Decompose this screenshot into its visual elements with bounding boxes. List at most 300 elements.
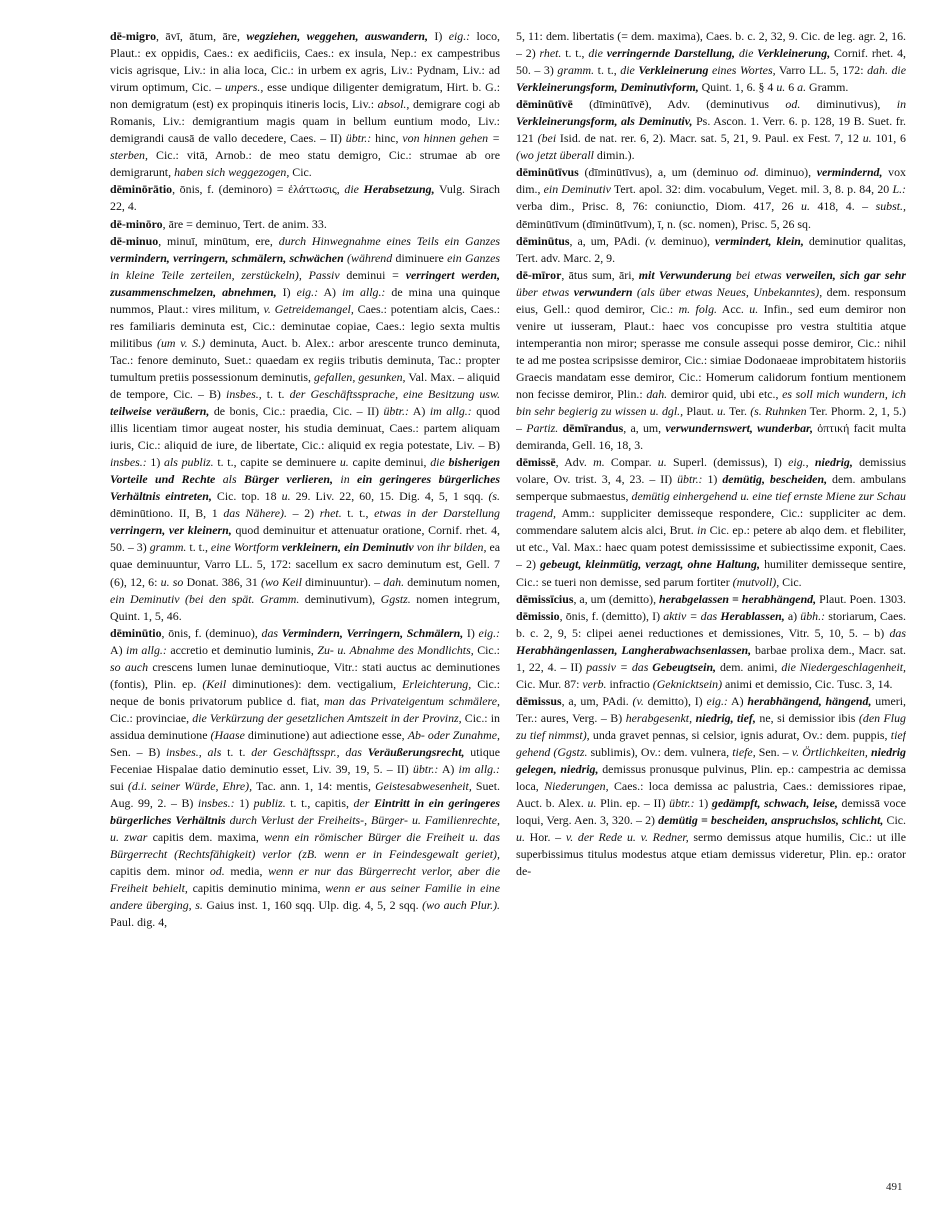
entry-text: t. t., capitis,	[285, 796, 354, 811]
entry-text: gebeugt, kleinmütig, verzagt, ohne Haltung,	[540, 557, 760, 572]
entry-text: de bonis, Cic.: praedia, Cic. – II)	[209, 404, 384, 419]
entry-text: capitis deminutio minima,	[187, 881, 326, 896]
entry-text: diminutiones): dem. vectigalium,	[226, 676, 403, 691]
entry-text: Superl. (demissus), I)	[666, 455, 789, 470]
dictionary-entry	[110, 181, 500, 215]
entry-text: verringern, ver kleinern,	[110, 523, 232, 538]
entry-text: diminutivus),	[800, 97, 897, 112]
entry-text: u.	[862, 131, 872, 146]
entry-headword: dēminūtīvē	[516, 97, 573, 112]
entry-text: es soll mich wundern, ich bin sehr begierig zu wissen u. dgl.,	[516, 386, 906, 419]
entry-text: Cic.:	[473, 642, 500, 657]
entry-text: ὀπτική facit multa demiranda, Gell. 16, 18, 3.	[516, 421, 906, 453]
entry-text: , ōnis, f. (deminuo),	[161, 625, 262, 640]
entry-text: dēminūtīvum (dīminūtīvum), ī, n. (sc. nomen), Prisc. 5, 26 sq.	[516, 216, 811, 231]
entry-text: Val. Max. – aliquid de tempore, Cic. – B)	[110, 369, 500, 401]
entry-text: Suet. Aug. 99, 2. – B)	[110, 779, 500, 811]
entry-text: in	[896, 97, 906, 112]
entry-text: im allg.:	[342, 284, 386, 299]
dictionary-entry	[516, 454, 906, 590]
entry-text: gramm.	[557, 63, 595, 78]
dictionary-entry	[516, 96, 906, 164]
entry-text: – 2)	[287, 506, 320, 521]
entry-text: die	[430, 455, 449, 470]
entry-text: sermo demissus atque humilis, Cic.: ut ille superbissimus titulus modestus atque etiam demissus videretur, Plin. ep.: orator de-	[516, 830, 906, 879]
entry-text: , a, um, PAdi.	[561, 693, 633, 708]
entry-text: etwas in der Darstellung	[374, 506, 500, 521]
dictionary-entry	[516, 267, 906, 455]
entry-text: deminutior qualitas, Tert. adv. Marc. 2, 9.	[516, 233, 906, 265]
entry-text: demissius volare, Ov. trist. 3, 4, 23. – II)	[516, 455, 906, 487]
entry-text: demütig, bescheiden,	[722, 472, 828, 487]
entry-text: u.	[516, 830, 525, 845]
entry-text: I)	[427, 29, 449, 43]
entry-text: , a, um (demitto),	[573, 591, 660, 606]
entry-text: u.	[657, 455, 667, 470]
entry-text: u.	[776, 80, 786, 95]
entry-text: niedrig,	[814, 455, 853, 470]
entry-text: u.	[717, 404, 726, 419]
entry-text: vox dim.,	[516, 165, 906, 197]
entry-text: eig.,	[788, 455, 809, 470]
entry-headword: dē-migro	[110, 29, 157, 43]
dictionary-entry	[110, 28, 500, 181]
entry-text: dimin.).	[593, 148, 635, 163]
entry-text: der Geschäftsspr., das	[251, 744, 368, 759]
entry-text: t. t.,	[341, 506, 375, 521]
entry-text: tiefe,	[732, 744, 756, 759]
entry-text: media,	[224, 864, 269, 879]
entry-text: teilweise veräußern,	[110, 404, 210, 419]
entry-text: verwundern	[573, 284, 633, 299]
entry-text: (wo jetzt überall	[516, 148, 594, 163]
entry-text: diminuuntur). –	[301, 574, 384, 589]
entry-text: od.	[209, 864, 225, 879]
entry-text: übtr.:	[677, 472, 703, 487]
entry-text: I)	[463, 625, 479, 640]
entry-text: Acc.	[717, 301, 750, 316]
entry-text: quod illis licentiam timor augeat noster, his studia deminuat, Caes.: partem aliquam iuris, Cic.: aliquid de iure, de libertate, Cic.: aliquid ex regia potestate, Liv. – B)	[110, 404, 500, 453]
entry-text: 418, 4. –	[809, 199, 876, 214]
entry-text: Cic.: in assidua deminutione	[110, 710, 500, 742]
entry-text: quod deminuitur et attenuatur oratione, Cornif. rhet. 4, 50. – 3)	[110, 523, 500, 555]
entry-headword: dēminōrātio	[110, 182, 173, 197]
entry-text: deminutivum),	[299, 591, 381, 606]
entry-text: deminuta, Auct. b. Alex.: arbor arescente trunco deminuta, Tac.: fenore deminuto, Suet.: quaedam ex regiis tributis deminuta, Tac.: propter tumultum pretiis possessionum deminutis,	[110, 335, 500, 384]
entry-text: über etwas	[516, 284, 574, 299]
entry-text: eig.:	[296, 284, 319, 299]
entry-text: das Nähere).	[223, 506, 287, 521]
entry-text: verringert werden, zusammenschmelzen, abnehmen,	[110, 267, 500, 299]
right-column	[516, 28, 906, 1178]
entry-text: a)	[784, 608, 801, 623]
entry-text: das	[889, 625, 906, 640]
entry-text: Sen. –	[755, 744, 792, 759]
entry-text: u. so	[160, 574, 184, 589]
entry-text: ein Deminutiv (bei den spät. Gramm.	[110, 591, 300, 606]
entry-text: von ihr bilden,	[413, 540, 487, 555]
entry-headword: dēmissus	[516, 693, 562, 708]
entry-text: die Niedergeschlagenheit,	[781, 659, 906, 674]
entry-text: insbes.,	[226, 386, 262, 401]
entry-text: Sen. – B)	[110, 744, 166, 759]
entry-text: deminui =	[339, 267, 406, 282]
entry-headword: dēminūtus	[516, 233, 570, 248]
entry-text: Donat. 386, 31	[183, 574, 261, 589]
entry-text: v. Getreidemangel,	[263, 301, 354, 316]
entry-text: Cic.: neque de bonis privatorum publice d. fiat,	[110, 676, 500, 708]
entry-text: esse undique diligenter demigratum, Hirt. b. G.: non demigratum (est) ex propinquis itineris locis, Liv.:	[110, 80, 500, 112]
entry-text: , minuī, minūtum, ere,	[158, 233, 279, 248]
entry-text: absol.,	[377, 97, 410, 112]
entry-text: demissus pronusque pulvinus, Plin. ep.: campestria ac demissa loca,	[516, 762, 906, 794]
entry-headword: dēmissio	[516, 608, 560, 623]
entry-text: barbae prolixa dem., Macr. sat. 1, 22, 4. – II)	[516, 642, 906, 674]
entry-text: (Geknicktsein)	[652, 676, 723, 691]
dictionary-entry	[516, 591, 906, 608]
entry-text: sui	[110, 779, 128, 794]
entry-text: t. t.	[261, 386, 290, 401]
entry-text: Eintritt in ein geringeres bürgerliches Verhältnis	[110, 796, 500, 828]
entry-text: dah.	[646, 386, 668, 401]
entry-text: (als über etwas Neues, Unbekanntes),	[632, 284, 823, 299]
entry-text: ne, si demissior ibis	[755, 710, 859, 725]
entry-text: (um v. S.)	[157, 335, 206, 350]
entry-text: I)	[276, 284, 297, 299]
entry-text: Verkleinerungsform, als Deminutiv,	[516, 114, 693, 129]
entry-text: (während	[343, 250, 393, 265]
entry-text: passiv = das	[586, 659, 653, 674]
entry-text: infractio	[606, 676, 653, 691]
entry-text: , a, um,	[623, 421, 666, 436]
entry-text: im allg.:	[429, 404, 472, 419]
entry-text: dah.	[383, 574, 405, 589]
entry-text: bei etwas	[731, 267, 786, 282]
entry-text: Herabhängenlassen, Langherabwachsenlassen,	[516, 642, 752, 657]
dictionary-entry	[516, 233, 906, 267]
entry-text: Herabsetzung,	[363, 182, 435, 197]
entry-text: sublimis), Ov.: dem. vulnera,	[587, 744, 733, 759]
entry-text: t. t., capite se deminuere	[213, 455, 340, 470]
entry-text: 29. Liv. 22, 60, 15. Dig. 4, 5, 1 sqq.	[290, 489, 489, 504]
entry-text: Plaut. Poen. 1303.	[816, 591, 906, 606]
entry-text: unpers.,	[224, 80, 264, 95]
entry-text: in	[697, 523, 707, 538]
entry-text: Verkleinerungsform, Deminutivform,	[516, 80, 699, 95]
entry-text: als	[215, 472, 244, 487]
entry-text: Cic.	[779, 574, 802, 589]
entry-text: hinc,	[371, 131, 403, 146]
entry-text: gedämpft, schwach, leise,	[711, 796, 838, 811]
entry-text: de mina una quinque nummos, Plaut.: vires militum,	[110, 284, 500, 316]
entry-headword: dē-minuo	[110, 233, 159, 248]
entry-text: Cic. Mur. 87:	[516, 676, 583, 691]
entry-text: u.	[801, 199, 810, 214]
entry-text: aktiv = das	[663, 608, 721, 623]
entry-text: verb.	[582, 676, 607, 691]
entry-text: diminuere	[392, 250, 448, 265]
entry-text: Tac. ann. 1, 14: mentis,	[252, 779, 376, 794]
entry-text: Cornif. rhet. 4, 50. – 3)	[516, 46, 906, 78]
entry-text: Cic.: vitā, Arnob.: de meo statu demigro, Cic.: strumae ab ore demigrarunt,	[110, 148, 500, 180]
entry-text: dah.	[867, 63, 888, 78]
entry-text: 1)	[702, 472, 723, 487]
entry-text: , ōnis, f. (deminoro) = ἐλάττωσις,	[172, 182, 345, 197]
entry-text: Ter.	[725, 404, 751, 419]
entry-text: eig.:	[478, 625, 500, 640]
entry-text: Ab- oder Zunahme,	[407, 727, 500, 742]
entry-text: dem. responsum eius, Gell.: quod demiror, Cic.:	[516, 284, 906, 316]
entry-text: A)	[727, 693, 748, 708]
entry-text: 1)	[234, 796, 254, 811]
entry-text: (wo Keil	[261, 574, 302, 589]
entry-text: demütig = bescheiden, anspruchslos, schlicht,	[658, 813, 884, 828]
entry-text: Gaius inst. 1, 160 sqq. Ulp. dig. 4, 5, 2 sqq.	[202, 898, 423, 913]
entry-text: die	[735, 46, 758, 61]
entry-text: Caes.: loca demissa ac palustria, Caes.: demissiores ripae, Auct. b. Alex.	[516, 779, 906, 811]
entry-text: Plaut.	[683, 404, 717, 419]
entry-text: 1)	[694, 796, 712, 811]
entry-text: die	[344, 182, 364, 197]
entry-text: (v.	[645, 233, 657, 248]
entry-text: Erleichterung,	[402, 676, 472, 691]
entry-text: m. folg.	[678, 301, 717, 316]
entry-text: niedrig, tief,	[695, 710, 756, 725]
entry-text: u.	[339, 455, 349, 470]
entry-text: Tert. apol. 32: dim. vocabulum, Veget. mil. 3, 8. p. 84, 20	[610, 182, 893, 197]
entry-text: , āvī, ātum, āre,	[156, 29, 247, 43]
entry-text: Infin., sed eum demiror non venire ut iusseram, Plaut.: haec vos concupisse pro vestra stultitia atque intemperantia non miror; sperasse me consule assequi posse demiror, Cic.: nihil te ad me postea scripsisse demiror, Cic.: simiae Dodonaeae improbitatem historiis Graecis mandatam esse demiror, Cic.: Homerum calidorum fontium mentionem non fecisse demiror, Plin.:	[516, 301, 906, 401]
entry-text: wenn er aus seiner Familie in eine andere überging, s.	[110, 881, 500, 913]
entry-text: Compar.	[604, 455, 658, 470]
entry-text: subst.,	[875, 199, 906, 214]
entry-text: in	[332, 472, 358, 487]
entry-text: der Geschäftssprache, eine Besitzung usw.	[289, 386, 500, 401]
entry-text: rhet.	[539, 46, 562, 61]
entry-text: demütig einhergehend u. eine tief ernste Miene zur Schau tragend,	[516, 489, 906, 521]
entry-text: nomen integrum, Quint. 1, 5, 46.	[110, 591, 500, 623]
entry-text: im allg.:	[458, 762, 500, 777]
entry-text: vermindert, klein,	[715, 233, 804, 248]
entry-text: insbes., als	[166, 744, 222, 759]
entry-text: übtr.:	[412, 762, 439, 777]
dictionary-entry	[516, 164, 906, 232]
entry-text: die	[588, 46, 607, 61]
entry-text: Hor. –	[524, 830, 566, 845]
entry-text: vermindernd,	[816, 165, 883, 180]
entry-text: verwundernswert, wunderbar,	[665, 421, 813, 436]
page-number: 491	[886, 1181, 903, 1193]
entry-text: herabgesenkt,	[625, 710, 696, 725]
entry-text: Verkleinerung,	[757, 46, 831, 61]
entry-text: capite deminui,	[348, 455, 431, 470]
entry-text: t. t.	[221, 744, 252, 759]
entry-text: Verkleinerung	[638, 63, 709, 78]
entry-text: demigrare cogi ab Romanis, Liv.: demigrantium magis quam in bellum euntium modo, Liv.: demigrandi causā de vallo decedere, Caes. – II)	[110, 97, 500, 146]
entry-text: ein Deminutiv	[543, 182, 611, 197]
entry-text: Ter. Phorm. 2, 1, 5.) –	[516, 404, 906, 436]
entry-text: wenn ein römischer Bürger die Freiheit u. das Bürgerrecht (Rechtsfähigkeit) verlor (zB. wenn er in Feindesgewalt geriet),	[110, 830, 500, 862]
entry-text: Gebeugtsein,	[652, 659, 717, 674]
entry-text: humiliter demisseque sentire, Cic.: se tueri non demisse, sed parum fortiter	[516, 557, 906, 589]
entry-text: die	[887, 63, 906, 78]
entry-text: 101, 6	[871, 131, 906, 146]
entry-text: ein Ganzes in kleine Teile zerteilen, zerstückeln), Passiv	[110, 250, 500, 282]
entry-text: utique Feceniae Hispalae datio deminutio esset, Liv. 39, 19, 5. – II)	[110, 744, 500, 777]
entry-text: (den Flug zu tief nimmst),	[516, 710, 906, 742]
entry-text: als publiz.	[163, 455, 214, 470]
entry-text: t. t.,	[594, 63, 621, 78]
entry-text: Vulg. Sirach 22, 4.	[110, 182, 500, 214]
entry-text: unda gravet pennas, si celsior, ignis adurat, Ov.: dem. puppis,	[589, 727, 891, 742]
entry-text: A)	[408, 404, 430, 419]
entry-text: a.	[797, 80, 807, 95]
entry-text: die Verkürzung der gesetzlichen Amtszeit in der Provinz,	[192, 710, 462, 725]
entry-text: gefallen, gesunken,	[314, 369, 406, 384]
entry-text: demissā voce loqui, Verg. Aen. 3, 320. – 2)	[516, 796, 906, 828]
entry-text: u.	[749, 301, 759, 316]
entry-text: (v.	[632, 693, 644, 708]
entry-text: übtr.:	[345, 131, 372, 146]
entry-text: übh.:	[800, 608, 826, 623]
left-column	[110, 28, 500, 1178]
entry-text: Quint. 1, 6. § 4	[698, 80, 777, 95]
entry-text: durch Hinwegnahme eines Teils ein Ganzes	[278, 233, 500, 248]
entry-text: Paul. dig. 4,	[110, 915, 168, 930]
entry-text: verkleinern, ein Deminutiv	[281, 540, 414, 555]
entry-text: eine Wortform	[210, 540, 282, 555]
entry-text: 6	[785, 80, 798, 95]
dictionary-entry	[110, 233, 500, 625]
entry-headword: dēminūtīvus	[516, 165, 579, 180]
entry-text: niedrig gelegen, niedrig,	[516, 744, 906, 777]
entry-text: übtr.:	[669, 796, 695, 811]
entry-text: (Keil	[202, 676, 227, 691]
entry-text: Herablassen,	[720, 608, 785, 623]
entry-text: Gramm.	[806, 80, 849, 95]
entry-text: 5, 11: dem. libertatis (= dem. maxima), Caes. b. c. 2, 32, 9. Cic. de leg. agr. 2, 16. – 2)	[516, 29, 906, 61]
entry-text: t. t.,	[561, 46, 589, 61]
entry-text: (mutvoll),	[732, 574, 780, 589]
entry-text: dēminūtiono. II, B, 1	[110, 506, 224, 521]
entry-text: deminutum nomen,	[404, 574, 500, 589]
entry-text: dem. ambulans semperque submaestus,	[516, 472, 906, 504]
entry-text: Cic.: provinciae,	[110, 710, 193, 725]
entry-text: capitis dem. minor	[110, 864, 210, 879]
entry-text: haben sich weggezogen,	[174, 165, 290, 180]
entry-text: dēmīrandus	[562, 421, 624, 436]
entry-text: insbes.:	[110, 455, 147, 470]
entry-text: Varro LL. 5, 172:	[775, 63, 868, 78]
entry-text: od.	[785, 97, 801, 112]
entry-text: v. der Rede u. v. Redner,	[565, 830, 689, 845]
entry-headword: dēmissīcius	[516, 591, 574, 606]
entry-text: durch Verlust der Freiheits-, Bürger- u. Familienrechte, u. zwar	[110, 813, 500, 845]
entry-text: Cic.	[289, 165, 312, 180]
entry-text: demitto), I)	[643, 693, 707, 708]
entry-text: loco, Plaut.: ex oppidis, Caes.: ex aedificiis, Caes.: ex insula, Nep.: ex campestribus vicis agrisque, Liv.: in alia loca, Cic.: in urbem ex agris, Liv.: Pydnam, Liv.: ad virum optimum, Cic. –	[110, 29, 500, 95]
entry-text: Ggstz.	[380, 591, 411, 606]
entry-text: vermindern, verringern, schmälern, schwächen	[110, 250, 344, 265]
entry-text: Isid. de nat. rer. 6, 2). Macr. sat. 5, 21, 9. Paul. ex Fest. 7, 12	[556, 131, 863, 146]
dictionary-entry	[516, 608, 906, 693]
entry-text: Ps. Ascon. 1. Verr. 6. p. 128, 19 B. Suet. fr. 121	[516, 114, 906, 146]
entry-text: Cic.	[883, 813, 906, 828]
entry-text: wegziehen, weggehen, auswandern,	[246, 29, 428, 43]
entry-text: t. t.,	[186, 540, 211, 555]
entry-text: accretio et deminutio luminis,	[166, 642, 318, 657]
entry-text: (dīminūtīvus), a, um (deminuo	[578, 165, 744, 180]
entry-text: herabgelassen = herabhängend,	[659, 591, 817, 606]
entry-text: so auch	[110, 659, 149, 674]
entry-text: insbes.:	[197, 796, 235, 811]
entry-text: crescens lumen lunae deminutioque, Vitr.: stati auctus ac deminutiones (fontis), Plin. ep.	[110, 659, 500, 691]
entry-text: deminuo),	[656, 233, 715, 248]
entry-text: , Adv.	[555, 455, 594, 470]
entry-text: u.	[281, 489, 291, 504]
entry-text: Amm.: suppliciter demisseque respondere, Cic.: suppliciter ac dem. commendare salutem alcis alci, Brut.	[516, 506, 906, 538]
entry-text: diminuo),	[758, 165, 817, 180]
entry-headword: dē-mīror	[516, 267, 562, 282]
entry-headword: dēminūtio	[110, 625, 162, 640]
entry-text: (d.i. seiner Würde, Ehre),	[127, 779, 253, 794]
dictionary-entry	[516, 693, 906, 881]
entry-text: verringernde Darstellung,	[606, 46, 736, 61]
dictionary-page	[110, 28, 906, 1178]
entry-text: im allg.:	[126, 642, 167, 657]
entry-text: (s.	[488, 489, 500, 504]
entry-text: Cic. ep.: petere ab alqo dem. et flebiliter, ut etc., Val. Max.: haec quam potest demississime et subiectissime exponit, Caes. – 2)	[516, 523, 906, 572]
entry-text: , āre = deminuo, Tert. de anim. 33.	[162, 216, 327, 231]
entry-text: Bürger verlieren,	[244, 472, 333, 487]
entry-text: A)	[110, 642, 127, 657]
entry-text: (bei	[537, 131, 557, 146]
entry-text: A)	[318, 284, 343, 299]
entry-text: Partiz.	[526, 421, 559, 436]
entry-text: , a, um, PAdi.	[569, 233, 646, 248]
entry-text: , ōnis, f. (demitto), I)	[559, 608, 664, 623]
entry-text: Niederungen,	[544, 779, 609, 794]
entry-text: m.	[593, 455, 605, 470]
entry-text: capitis dem. maxima,	[147, 830, 265, 845]
dictionary-entry	[110, 625, 500, 932]
entry-text: der	[353, 796, 374, 811]
entry-text: A)	[438, 762, 459, 777]
entry-text: ein geringeres bürgerliches Verhältnis eintreten,	[110, 472, 500, 504]
entry-text: eig.:	[706, 693, 728, 708]
entry-text: die	[620, 63, 639, 78]
dictionary-entry	[516, 28, 906, 96]
entry-text: Veräußerungsrecht,	[367, 744, 465, 759]
entry-text: bisherigen Vorteile und Rechte	[110, 455, 500, 487]
entry-headword: dēmissē	[516, 455, 556, 470]
entry-text: umeri, Ter.: aures, Verg. – B)	[516, 693, 906, 725]
entry-text: Caes.: potentiam alcis, Caes.: res familiaris deminuta est, Cic.: deminutae copiae, Caes.: legio sexta multis militibus	[110, 301, 500, 350]
dictionary-entry	[110, 216, 500, 233]
entry-text: verba dim., Prisc. 8, 76: coniunctio, Diom. 417, 26	[516, 199, 802, 214]
entry-text: mit Verwunderung	[638, 267, 732, 282]
entry-text: demiror quid, ubi etc.,	[667, 386, 783, 401]
entry-text: dem. animi,	[716, 659, 782, 674]
entry-text: v. Örtlichkeiten,	[791, 744, 871, 759]
entry-text: diminutione) aut adiectione esse,	[244, 727, 408, 742]
entry-text: eig.:	[448, 29, 471, 43]
entry-text: ea quae deminuuntur, Varro LL. 5, 172: sacellum ex sacro deminutum est, Gell. 7 (6), 12, 6:	[110, 540, 500, 589]
entry-text: Plin. ep. – II)	[596, 796, 670, 811]
entry-text: Vermindern, Verringern, Schmälern,	[281, 625, 464, 640]
entry-text: (s. Ruhnken	[750, 404, 807, 419]
entry-text: 1)	[146, 455, 164, 470]
